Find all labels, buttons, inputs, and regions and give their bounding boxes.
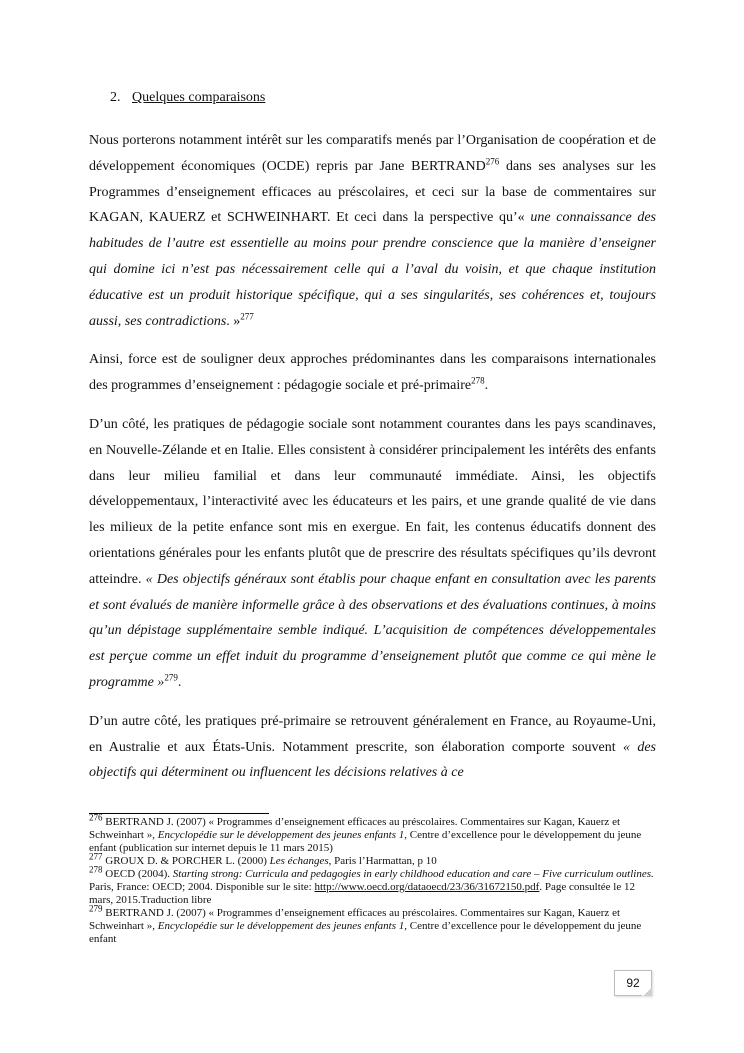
- paragraph-3-quote: « Des objectifs généraux sont établis pour chaque enfant en consultation avec les parents et sont évalués de manière informelle grâce à des observations et des évaluations continues, à moins qu’un dépistage supplémentaire semble indiqué. L’acquisition de compétences développementales est perçue comme un effet induit du programme d’enseignement plutôt que comme ce qui mène le programme »: [89, 571, 656, 690]
- footnote-text: OECD (2004).: [102, 868, 173, 880]
- paragraph-4-quote: « des objectifs qui déterminent ou influencent les décisions relatives à ce: [89, 739, 656, 781]
- footnote-number: 276: [89, 812, 103, 823]
- section-heading: [110, 88, 265, 108]
- paragraph-3-text-a: D’un côté, les pratiques de pédagogie sociale sont notamment courantes dans les pays scandinaves, en Nouvelle-Zélande et en Italie. Elles consistent à considérer principalement les intérêts des enfants dans leur milieu familial et dans leur communauté immédiate. Ainsi, les objectifs développementaux, l’interactivité avec les éducateurs et les pairs, et une grande qualité de vie dans les milieux de la petite enfance sont mis en exergue. En fait, les contenus éducatifs donnent des orientations générales pour les enfants plutôt que de prescrire des résultats spécifiques qu’ils devront atteindre.: [89, 416, 656, 587]
- paragraph-1-text-b: dans ses analyses sur les Programmes d’enseignement efficaces au préscolaires, et ceci sur la base de commentaires sur KAGAN, KAUERZ et SCHWEINHART. Et ceci dans la perspective qu’«: [89, 158, 656, 226]
- footnote-text: , Centre d’excellence pour le développement du jeune enfant (publication sur internet depuis le 11 mars 2015): [89, 829, 642, 854]
- footnote-number: 278: [89, 864, 103, 875]
- footnote-text: GROUX D. & PORCHER L. (2000): [102, 855, 270, 867]
- footnote-italic: Encyclopédie sur le développement des jeunes enfants 1: [157, 920, 405, 932]
- paragraph-4-text-a: D’un autre côté, les pratiques pré-primaire se retrouvent généralement en France, au Royaume-Uni, en Australie et aux États-Unis. Notamment prescrite, son élaboration comporte souvent: [89, 713, 656, 755]
- footnote-text: . Page consultée le 12 mars, 2015.Traduction libre: [89, 881, 635, 906]
- footnote-ref-277[interactable]: 277: [240, 310, 254, 321]
- paragraph-1: [89, 128, 656, 334]
- footnote-number: 279: [89, 903, 103, 914]
- body-text: [89, 128, 656, 799]
- paragraph-3-text-b: .: [177, 674, 182, 690]
- footnote-text: , Centre d’excellence pour le développement du jeune enfant: [89, 920, 642, 945]
- footnotes: [89, 812, 656, 946]
- footnote-text: BERTRAND J. (2007) « Programmes d’enseignement efficaces au préscolaires. Commentaires sur Kagan, Kauerz et Schweinhart »,: [89, 816, 621, 841]
- paragraph-2-text-b: .: [484, 378, 489, 394]
- footnote-ref-278[interactable]: 278: [471, 375, 485, 386]
- section-number: 2.: [110, 90, 121, 105]
- footnote-279: [89, 903, 656, 946]
- section-title: Quelques comparaisons: [132, 90, 266, 105]
- page-curl-decoration: [642, 988, 652, 996]
- page-number-box: [614, 970, 652, 996]
- paragraph-2: [89, 347, 656, 399]
- footnote-number: 277: [89, 851, 103, 862]
- footnote-276: [89, 812, 656, 855]
- footnote-278: [89, 864, 656, 907]
- paragraph-4: [89, 709, 656, 786]
- paragraph-1-text-a: Nous porterons notamment intérêt sur les comparatifs menés par l’Organisation de coopération et de développement économiques (OCDE) repris par Jane BERTRAND: [89, 133, 656, 174]
- paragraph-1-quote: une connaissance des habitudes de l’autre est essentielle au moins pour prendre conscience que la manière d’enseigner qui domine ici n’est pas nécessairement celle qui a l’aval du voisin, et que chaque institution éducative est un produit historique spécifique, qui a ses singularités, ses cohérences et, toujours aussi, ses contradictions: [89, 210, 656, 329]
- footnote-text: Paris, France: OECD; 2004. Disponible sur le site:: [89, 881, 315, 893]
- paragraph-1-text-c: . »: [226, 313, 241, 329]
- footnote-ref-276[interactable]: 276: [485, 156, 500, 167]
- footnote-italic: Les échanges: [269, 855, 329, 867]
- footnote-277: [89, 851, 656, 868]
- footnote-separator: [89, 813, 269, 814]
- footnote-text: BERTRAND J. (2007) « Programmes d’enseignement efficaces au préscolaires. Commentaires sur Kagan, Kauerz et Schweinhart »,: [89, 907, 621, 932]
- page-number: 92: [626, 976, 640, 990]
- footnote-text: , Paris l’Harmattan, p 10: [328, 855, 437, 867]
- oecd-pdf-link[interactable]: http://www.oecd.org/dataoecd/23/36/31672150.pdf: [314, 881, 540, 893]
- paragraph-2-text-a: Ainsi, force est de souligner deux approches prédominantes dans les comparaisons internationales des programmes d’enseignement : pédagogie sociale et pré-primaire: [89, 352, 656, 394]
- footnote-italic: Encyclopédie sur le développement des jeunes enfants 1: [157, 829, 405, 841]
- footnote-ref-279[interactable]: 279: [164, 672, 178, 683]
- paragraph-3: [89, 412, 656, 696]
- footnote-italic: Starting strong: Curricula and pedagogies in early childhood education and care – Five curriculum outlines.: [172, 868, 654, 880]
